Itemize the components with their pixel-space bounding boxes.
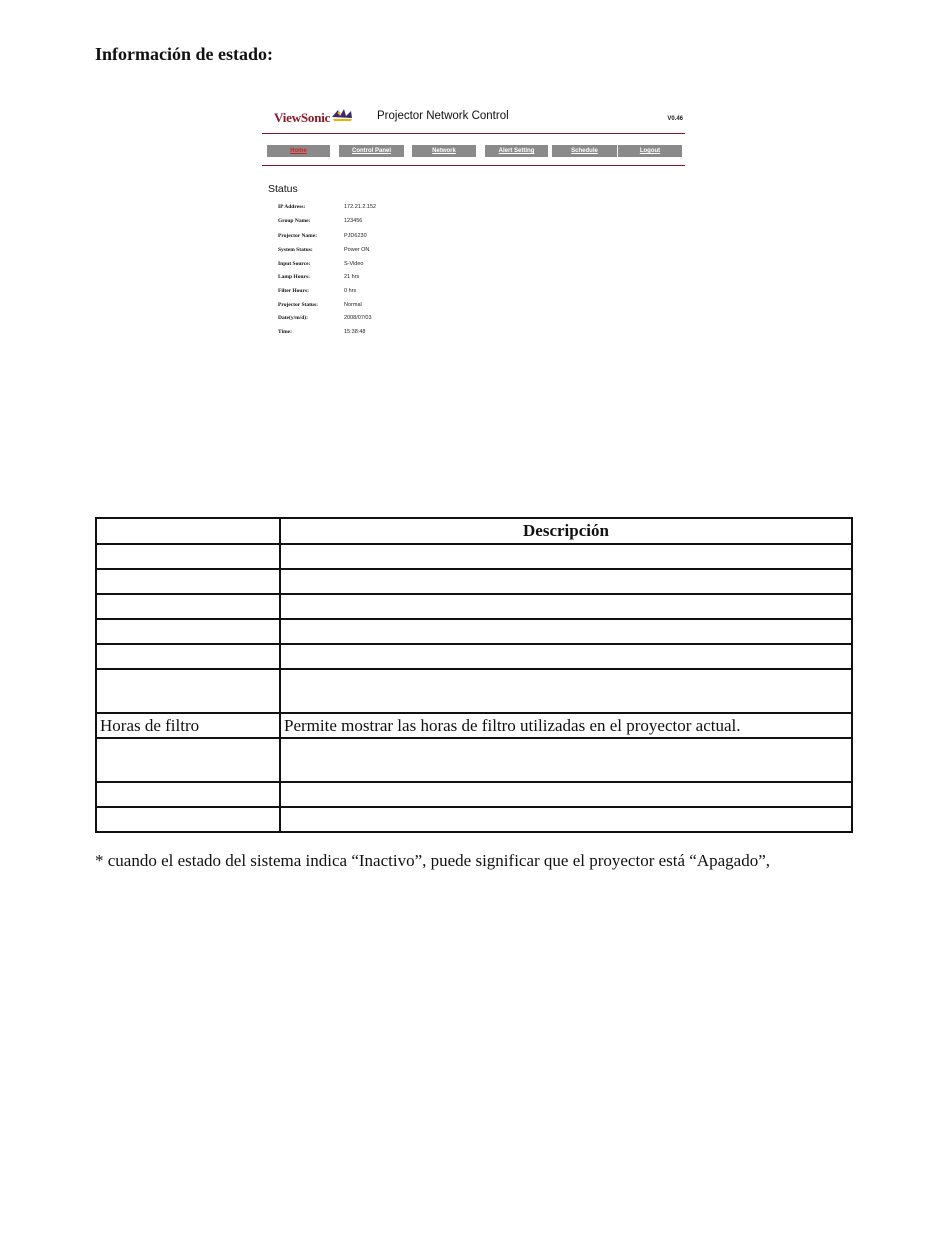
field-label: Filter Hours: (278, 288, 309, 294)
table-cell-item (96, 644, 280, 669)
footnote: * cuando el estado del sistema indica “Inactivo”, puede significar que el proyector está “Apagado”, (95, 851, 771, 870)
table-row (96, 713, 852, 738)
field-value: S-Video (344, 261, 364, 267)
table-row (96, 644, 852, 669)
table-cell-description (280, 644, 852, 669)
header-rule (262, 133, 685, 134)
version-label: V0.46 (667, 116, 683, 122)
field-label: Projector Name: (278, 233, 318, 239)
table-cell-description (280, 544, 852, 569)
nav-alert-setting-button[interactable]: Alert Setting (485, 145, 548, 157)
field-value: 0 hrs (344, 288, 357, 294)
table-cell-description (280, 669, 852, 713)
nav-logout-button[interactable]: Logout (618, 145, 682, 157)
field-label: Lamp Hours: (278, 274, 310, 280)
section-heading: Información de estado: (95, 44, 273, 64)
field-label: Group Name: (278, 218, 311, 224)
table-cell-item (96, 569, 280, 594)
table-header-row (96, 518, 852, 544)
field-value: 2008/07/03 (344, 315, 372, 321)
projector-control-screenshot (262, 104, 685, 348)
field-label: Date(y/m/d): (278, 315, 308, 321)
table-cell-description (280, 807, 852, 832)
nav-bar (267, 145, 682, 157)
field-value: 15:38:48 (344, 329, 366, 335)
table-cell-description (280, 782, 852, 807)
field-value: Normal (344, 302, 362, 308)
table-row (96, 669, 852, 713)
table-row (96, 569, 852, 594)
table-cell-item (96, 669, 280, 713)
app-title: Projector Network Control (377, 110, 509, 122)
field-label: Time: (278, 329, 292, 335)
field-label: IP Address: (278, 204, 306, 210)
table-cell-item (96, 807, 280, 832)
field-value: 172.21.2.152 (344, 204, 377, 210)
table-row (96, 782, 852, 807)
field-label: Input Source: (278, 261, 311, 267)
table-cell-item (96, 619, 280, 644)
field-value: 123456 (344, 218, 363, 224)
nav-home-button[interactable]: Home (267, 145, 330, 157)
table-row (96, 807, 852, 832)
field-label: System Status: (278, 247, 313, 253)
viewsonic-logo: ViewSonic (274, 110, 331, 125)
nav-schedule-button[interactable]: Schedule (552, 145, 617, 157)
table-cell-description: Permite mostrar las horas de filtro utilizadas en el proyector actual. (280, 713, 852, 738)
table-cell-item (96, 782, 280, 807)
status-title: Status (268, 183, 298, 195)
table-cell-item: Horas de filtro (96, 713, 280, 738)
table-cell-item (96, 738, 280, 782)
field-value: 21 hrs (344, 274, 360, 280)
table-cell-description (280, 738, 852, 782)
table-row (96, 594, 852, 619)
nav-network-button[interactable]: Network (412, 145, 476, 157)
table-cell-description (280, 594, 852, 619)
table-row (96, 619, 852, 644)
viewsonic-birds-icon (330, 107, 354, 123)
table-row (96, 738, 852, 782)
table-header-item (96, 518, 280, 544)
field-value: Power ON (344, 247, 370, 253)
nav-rule (262, 165, 685, 166)
table-cell-description (280, 569, 852, 594)
table-cell-item (96, 544, 280, 569)
table-cell-item (96, 594, 280, 619)
table-row (96, 544, 852, 569)
field-value: PJD6230 (344, 233, 367, 239)
table-header-description: Descripción (280, 518, 852, 544)
table-cell-description (280, 619, 852, 644)
description-table (95, 517, 853, 833)
nav-control-panel-button[interactable]: Control Panel (339, 145, 404, 157)
field-label: Projector Status: (278, 302, 318, 308)
